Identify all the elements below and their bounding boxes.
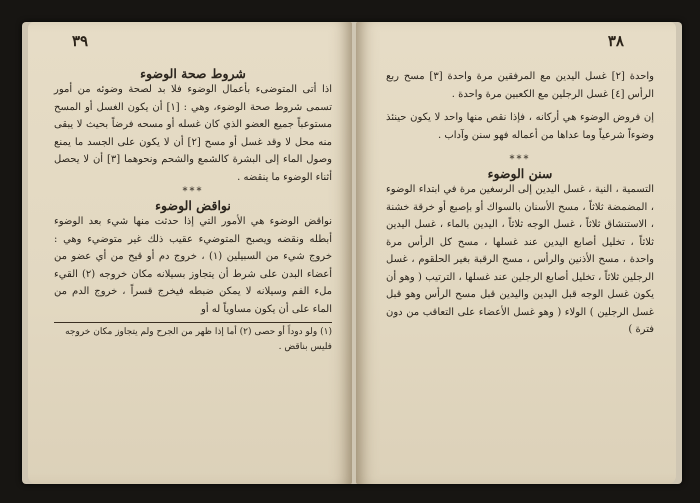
right-page-content bbox=[386, 68, 654, 339]
ablution-validity-text: اذا أتى المتوضىء بأعمال الوضوء فلا بد لصحة وضوئه من أمور تسمى شروط صحة الوضوء، وهي : [١] أن يكون الغسل أو المسح مستوعباً جميع العضو الذي كان غسله أو مسحه فرضاً بحيث لا يبقى منه محل لا وقد غسل أو مسح [٢] أن لا يكون على الجسد ما يمنع وصول الماء إلى البشرة كالشمع والشحم ونحوهما [٣] أن لا يحصل أثناء الوضوء ما ينقضه . bbox=[54, 84, 332, 183]
obligations-summary-text: إن فروض الوضوء هي أركانه ، فإذا نقص منها واحد لا يكون حينئذ وضوءاً شرعياً وما عداها من أعماله فهو سنن وآداب . bbox=[386, 112, 654, 141]
ablution-nullifiers-text: نواقض الوضوء هي الأمور التي إذا حدثت منها شيء بعد الوضوء أبطله ونقضه ويصبح المتوضيء عقيب ذلك غير متوضيء وهي : خروج شيء من السبيلين (١) ، خروج دم أو قيح من أي عضو من أعضاء البدن على شرط أن يتجاوز بسيلانه مكان خروجه (٢) القيء ملء الفم وسيلانه لا يمكن ضبطه فيخرج قسراً ، خروج الدم من الماء على أن يكون مساوياً له أو bbox=[54, 216, 332, 315]
left-page bbox=[28, 22, 352, 484]
section-heading-ablution-sunnah: سنن الوضوء bbox=[487, 166, 553, 181]
footnote-divider bbox=[54, 322, 332, 323]
section-heading-ablution-nullifiers: نواقض الوضوء bbox=[155, 198, 231, 213]
footnotes: (١) ولو دوداً أو حصى (٢) أما إذا ظهر من الجرح ولم يتجاوز مكان خروجه فليس بناقض . bbox=[65, 327, 332, 352]
page-number: ٣٨ bbox=[607, 32, 624, 50]
right-page bbox=[356, 22, 676, 484]
section-separator: *** bbox=[182, 186, 204, 197]
left-page-content bbox=[54, 66, 332, 355]
page-number: ٣٩ bbox=[72, 32, 89, 50]
obligations-list-text: واحدة [٢] غسل اليدين مع المرفقين مرة واحدة [٣] مسح ربع الرأس [٤] غسل الرجلين مع الكعبين مرة واحدة . bbox=[386, 71, 654, 100]
section-heading-ablution-validity: شروط صحة الوضوء bbox=[140, 66, 246, 81]
section-separator: *** bbox=[509, 154, 531, 165]
ablution-sunnah-text: التسمية ، النية ، غسل اليدين إلى الرسغين مرة في ابتداء الوضوء ، المضمضة ثلاثاً ، مسح الأسنان بالسواك أو بإصبع أو خرقة خشنة ، الاستنشاق ثلاثاً ، غسل الوجه ثلاثاً ، اليدين بالماء ، غسل اليدين ثلاثاً ، تخليل أصابع اليدين عند غسلها ، مسح كل الرأس مرة واحدة ، مسح الأذنين والرأس ، مسح الرقبة بغير الحلقوم ، غسل الرجلين ثلاثاً ، تخليل أصابع الرجلين عند غسلها ، الترتيب ( وهو أن يكون غسل الوجه قبل اليدين واليدين قبل مسح الرأس وهو قبل غسل الرجلين ) الولاء ( وهو غسل الأعضاء على التعاقب من دون فترة ) bbox=[386, 184, 654, 335]
open-book bbox=[22, 22, 682, 484]
